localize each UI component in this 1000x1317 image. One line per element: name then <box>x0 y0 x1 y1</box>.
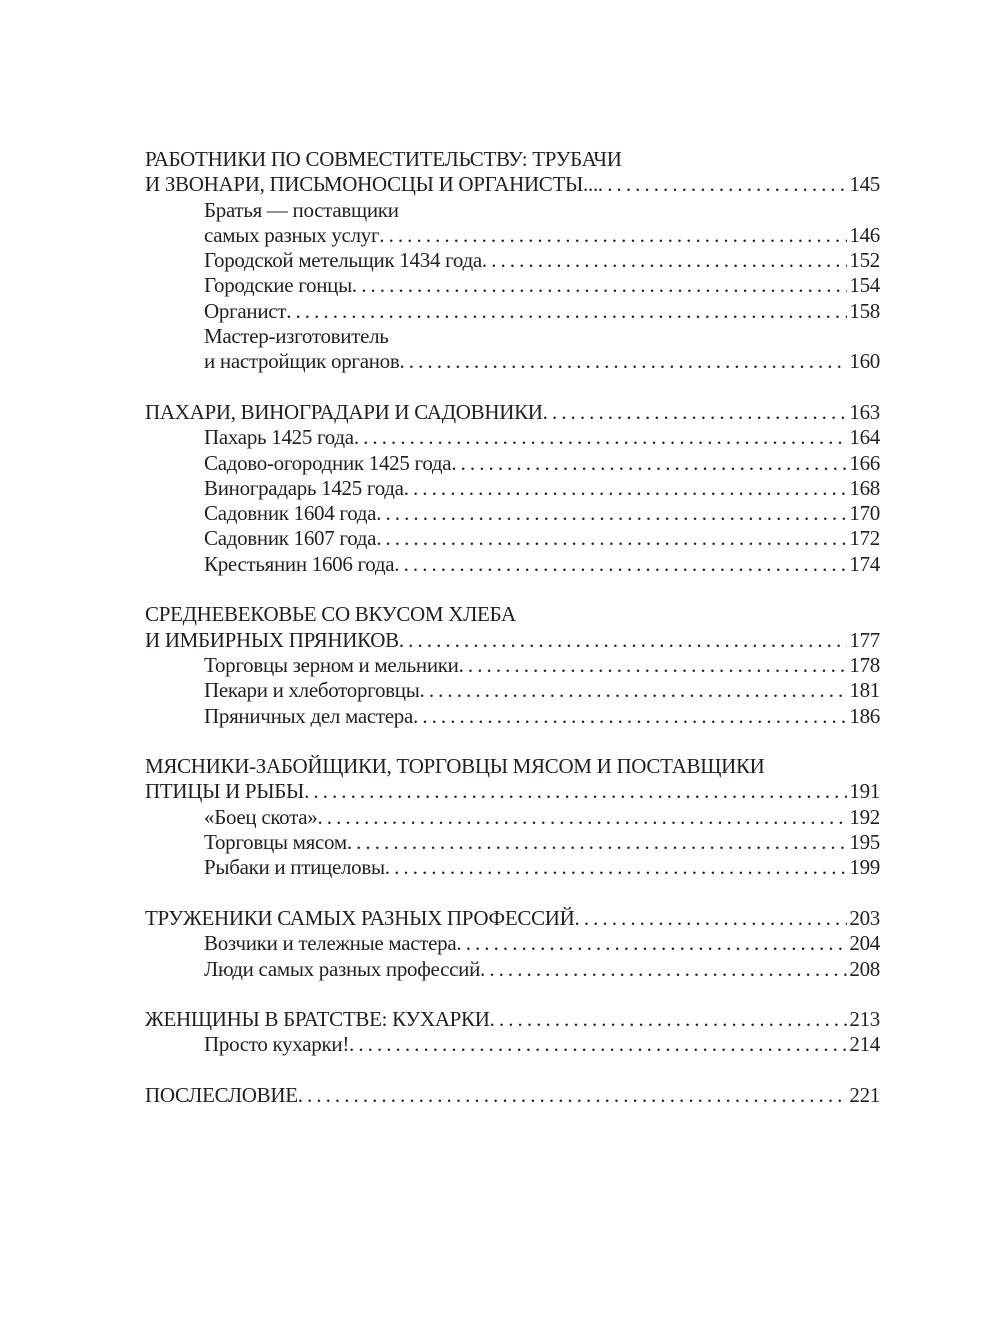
page-number: 177 <box>849 627 880 652</box>
entry-line <box>145 425 880 450</box>
dot-leader <box>480 957 847 982</box>
dot-leader <box>420 678 848 703</box>
dot-leader <box>354 425 848 450</box>
page-number: 172 <box>849 526 880 551</box>
page-number: 163 <box>849 399 880 424</box>
toc-entry[interactable] <box>145 299 880 324</box>
entry-line <box>145 931 880 956</box>
entry-text: Городской метельщик 1434 года <box>204 248 482 273</box>
page-number: 168 <box>849 475 880 500</box>
dot-leader <box>286 299 847 324</box>
toc-entry[interactable] <box>145 324 880 375</box>
toc-entry[interactable] <box>145 805 880 830</box>
entry-text: Крестьянин 1606 года <box>204 551 395 576</box>
dot-leader <box>490 1007 848 1032</box>
toc-entry[interactable] <box>145 198 880 249</box>
toc-entry[interactable] <box>145 501 880 526</box>
entry-text: Возчики и тележные мастера <box>204 931 457 956</box>
entry-text: Мастер-изготовитель <box>204 324 389 349</box>
section-text: МЯСНИКИ-ЗАБОЙЩИКИ, ТОРГОВЦЫ МЯСОМ И ПОСТАВЩИКИ <box>145 754 765 779</box>
entry-line <box>145 273 880 298</box>
section-line <box>145 172 880 197</box>
table-of-contents <box>145 147 880 1134</box>
entry-line <box>145 855 880 880</box>
dot-leader <box>352 273 848 298</box>
dot-leader <box>394 552 847 577</box>
section-text: РАБОТНИКИ ПО СОВМЕСТИТЕЛЬСТВУ: ТРУБАЧИ <box>145 147 622 171</box>
entry-text: Садовник 1604 года <box>204 501 377 526</box>
entry-line <box>145 552 880 577</box>
section-line <box>145 754 880 779</box>
page-number: 191 <box>849 779 880 804</box>
toc-entry[interactable] <box>145 526 880 551</box>
entry-line <box>145 248 880 273</box>
page-number: 204 <box>849 931 880 956</box>
page-number: 146 <box>849 222 880 247</box>
entry-line <box>145 299 880 324</box>
toc-entry[interactable] <box>145 451 880 476</box>
page-number: 186 <box>849 703 880 728</box>
dot-leader <box>459 653 848 678</box>
page-number: 160 <box>849 349 880 374</box>
dot-leader <box>379 223 847 248</box>
toc-entry[interactable] <box>145 552 880 577</box>
dot-leader <box>376 501 847 526</box>
entry-line <box>145 501 880 526</box>
toc-section <box>145 1083 880 1108</box>
page-number: 221 <box>849 1082 880 1107</box>
section-line <box>145 1083 880 1108</box>
section-line <box>145 906 880 931</box>
entry-line <box>145 805 880 830</box>
toc-entry[interactable] <box>145 273 880 298</box>
entry-line <box>145 678 880 703</box>
dot-leader <box>598 172 847 197</box>
toc-entry[interactable] <box>145 425 880 450</box>
entry-text: Люди самых разных профессий <box>204 956 481 981</box>
entry-text: самых разных услуг <box>204 222 380 247</box>
page-number: 195 <box>849 830 880 855</box>
section-line <box>145 147 880 172</box>
dot-leader <box>349 1032 847 1057</box>
section-heading[interactable] <box>145 906 880 931</box>
entry-line <box>145 653 880 678</box>
page-number: 170 <box>849 501 880 526</box>
page-number: 174 <box>849 551 880 576</box>
toc-entry[interactable] <box>145 957 880 982</box>
dot-leader <box>347 830 848 855</box>
entry-text: Просто кухарки! <box>204 1032 350 1057</box>
page-number: 192 <box>849 804 880 829</box>
toc-section <box>145 602 880 728</box>
entry-text: Органист <box>204 298 287 323</box>
toc-section <box>145 147 880 375</box>
page-number: 178 <box>849 652 880 677</box>
page-number: 164 <box>849 425 880 450</box>
dot-leader <box>298 1083 848 1108</box>
toc-entry[interactable] <box>145 678 880 703</box>
section-text: И ИМБИРНЫХ ПРЯНИКОВ <box>145 627 399 652</box>
dot-leader <box>385 855 848 880</box>
dot-leader <box>575 906 848 931</box>
toc-entry[interactable] <box>145 931 880 956</box>
dot-leader <box>543 400 848 425</box>
toc-entry[interactable] <box>145 830 880 855</box>
entry-line <box>145 1032 880 1057</box>
entry-line <box>145 324 880 349</box>
page-number: 166 <box>849 450 880 475</box>
dot-leader <box>399 628 848 653</box>
page-number: 158 <box>849 298 880 323</box>
page-number: 152 <box>849 248 880 273</box>
entry-text: Пекари и хлеботорговцы <box>204 678 420 703</box>
dot-leader <box>317 805 847 830</box>
section-heading[interactable] <box>145 147 880 198</box>
section-heading[interactable] <box>145 602 880 653</box>
section-text: ПАХАРИ, ВИНОГРАДАРИ И САДОВНИКИ <box>145 399 543 424</box>
entry-text: Городские гонцы <box>204 273 352 298</box>
section-heading[interactable] <box>145 400 880 425</box>
dot-leader <box>304 779 847 804</box>
page-number: 181 <box>849 678 880 703</box>
section-line <box>145 1007 880 1032</box>
section-text: ЖЕНЩИНЫ В БРАТСТВЕ: КУХАРКИ <box>145 1007 490 1032</box>
entry-text: Виноградарь 1425 года <box>204 475 404 500</box>
dot-leader <box>451 451 847 476</box>
page-number: 199 <box>849 855 880 880</box>
section-text: ПОСЛЕСЛОВИЕ <box>145 1082 298 1107</box>
section-text: СРЕДНЕВЕКОВЬЕ СО ВКУСОМ ХЛЕБА <box>145 602 516 627</box>
section-heading[interactable] <box>145 1007 880 1032</box>
section-text: И ЗВОНАРИ, ПИСЬМОНОСЦЫ И ОРГАНИСТЫ... <box>145 172 598 197</box>
entry-line <box>145 451 880 476</box>
toc-entry[interactable] <box>145 248 880 273</box>
toc-section <box>145 1007 880 1058</box>
page-number: 214 <box>849 1032 880 1057</box>
page-number: 145 <box>849 172 880 197</box>
section-line <box>145 628 880 653</box>
page-number: 154 <box>849 273 880 298</box>
entry-text: «Боец скота» <box>204 804 318 829</box>
toc-entry[interactable] <box>145 1032 880 1057</box>
section-heading[interactable] <box>145 1083 880 1108</box>
toc-section <box>145 754 880 880</box>
dot-leader <box>456 931 847 956</box>
entry-text: Пряничных дел мастера <box>204 703 414 728</box>
toc-section <box>145 906 880 982</box>
section-line <box>145 602 880 627</box>
page-number: 203 <box>849 905 880 930</box>
entry-text: Рыбаки и птицеловы <box>204 855 385 880</box>
section-heading[interactable] <box>145 754 880 805</box>
dot-leader <box>413 704 847 729</box>
dot-leader <box>482 248 848 273</box>
dot-leader <box>376 526 847 551</box>
dot-leader <box>400 349 848 374</box>
entry-text: Торговцы зерном и мельники <box>204 652 459 677</box>
entry-text: Садово-огородник 1425 года <box>204 450 452 475</box>
section-line <box>145 400 880 425</box>
entry-text: Пахарь 1425 года <box>204 425 354 450</box>
toc-entry[interactable] <box>145 476 880 501</box>
entry-line <box>145 704 880 729</box>
entry-line <box>145 957 880 982</box>
entry-line <box>145 526 880 551</box>
toc-entry[interactable] <box>145 704 880 729</box>
entry-line <box>145 476 880 501</box>
toc-entry[interactable] <box>145 653 880 678</box>
entry-text: Торговцы мясом <box>204 830 347 855</box>
page-number: 208 <box>849 956 880 981</box>
section-text: ТРУЖЕНИКИ САМЫХ РАЗНЫХ ПРОФЕССИЙ <box>145 905 575 930</box>
entry-text: Садовник 1607 года <box>204 526 377 551</box>
entry-line <box>145 830 880 855</box>
section-line <box>145 779 880 804</box>
dot-leader <box>404 476 848 501</box>
entry-text: Братья — поставщики <box>204 197 399 222</box>
section-text: ПТИЦЫ И РЫБЫ <box>145 779 305 804</box>
page-number: 213 <box>849 1007 880 1032</box>
toc-section <box>145 400 880 577</box>
entry-line <box>145 349 880 374</box>
entry-line <box>145 198 880 223</box>
entry-line <box>145 223 880 248</box>
entry-text: и настройщик органов <box>204 349 400 374</box>
toc-entry[interactable] <box>145 855 880 880</box>
